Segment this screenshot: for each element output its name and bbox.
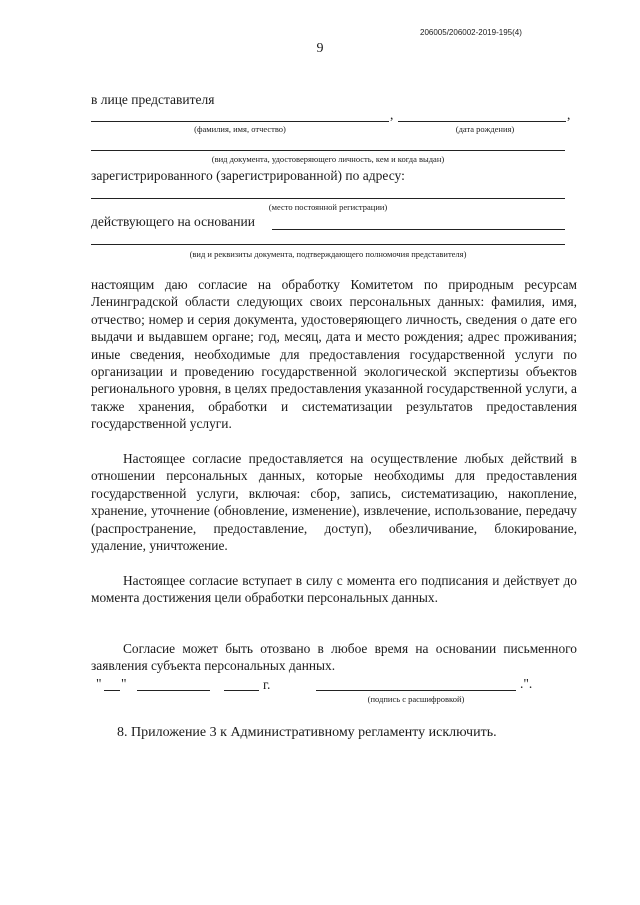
day-field-line[interactable] — [104, 690, 120, 691]
document-code: 206005/206002-2019-195(4) — [420, 28, 522, 37]
year-field-line[interactable] — [224, 690, 259, 691]
caption-signature: (подпись с расшифровкой) — [367, 694, 465, 704]
id-document-field-line[interactable] — [91, 150, 565, 151]
caption-birthdate: (дата рождения) — [455, 124, 515, 134]
basis-field-line[interactable] — [272, 229, 565, 230]
residence-field-line[interactable] — [91, 198, 565, 199]
signature-end-mark: .". — [520, 676, 533, 691]
month-field-line[interactable] — [137, 690, 210, 691]
acting-basis-label: действующего на основании — [91, 214, 255, 229]
name-field-line[interactable] — [91, 121, 389, 122]
comma-separator: , — [390, 107, 394, 122]
date-quote-open: " — [96, 676, 102, 691]
consent-paragraph-4: Согласие может быть отозвано в любое время на основании письменного заявления субъекта персональных данных. — [91, 641, 577, 674]
consent-paragraph-1: настоящим даю согласие на обработку Комитетом по природным ресурсам Ленинградской области следующих своих персональных данных: фамилия, имя, отчество; номер и серия документа, удостоверяющего личность, сведения о дате его выдачи и выдавшем органе; год, месяц, дата и место рождения; адрес проживания; иные сведения, необходимые для предоставления государственной услуги по организации и проведению государственной экологической экспертизы объектов регионального уровня, в целях предоставления указанной государственной услуги, а также хранения, обработки и систематизации результатов предоставления государственной услуги. — [91, 277, 577, 432]
consent-paragraph-3: Настоящее согласие вступает в силу с момента его подписания и действует до момента достижения цели обработки персональных данных. — [91, 573, 577, 606]
registered-address-label: зарегистрированного (зарегистрированной) по адресу: — [91, 168, 405, 183]
representative-label: в лице представителя — [91, 92, 215, 107]
page-number: 9 — [316, 41, 324, 56]
authority-field-line[interactable] — [91, 244, 565, 245]
date-quote-close: " — [121, 676, 127, 691]
signature-field-line[interactable] — [316, 690, 516, 691]
caption-name: (фамилия, имя, отчество) — [194, 124, 286, 134]
amendment-item-8: 8. Приложение 3 к Административному регламенту исключить. — [117, 725, 497, 740]
caption-residence: (место постоянной регистрации) — [268, 202, 388, 212]
birthdate-field-line[interactable] — [398, 121, 566, 122]
year-suffix: г. — [263, 677, 271, 692]
caption-id-document: (вид документа, удостоверяющего личность, кем и когда выдан) — [211, 154, 445, 164]
consent-paragraph-2: Настоящее согласие предоставляется на осуществление любых действий в отношении персональных данных, которые необходимы для предоставления государственной услуги, включая: сбор, запись, систематизацию, накопление, хранение, уточнение (обновление, изменение), извлечение, использование, передачу (распространение, предоставление, доступ), обезличивание, блокирование, удаление, уничтожение. — [91, 451, 577, 554]
caption-authority-document: (вид и реквизиты документа, подтверждающего полномочия представителя) — [189, 249, 467, 259]
comma-separator: , — [567, 107, 571, 122]
